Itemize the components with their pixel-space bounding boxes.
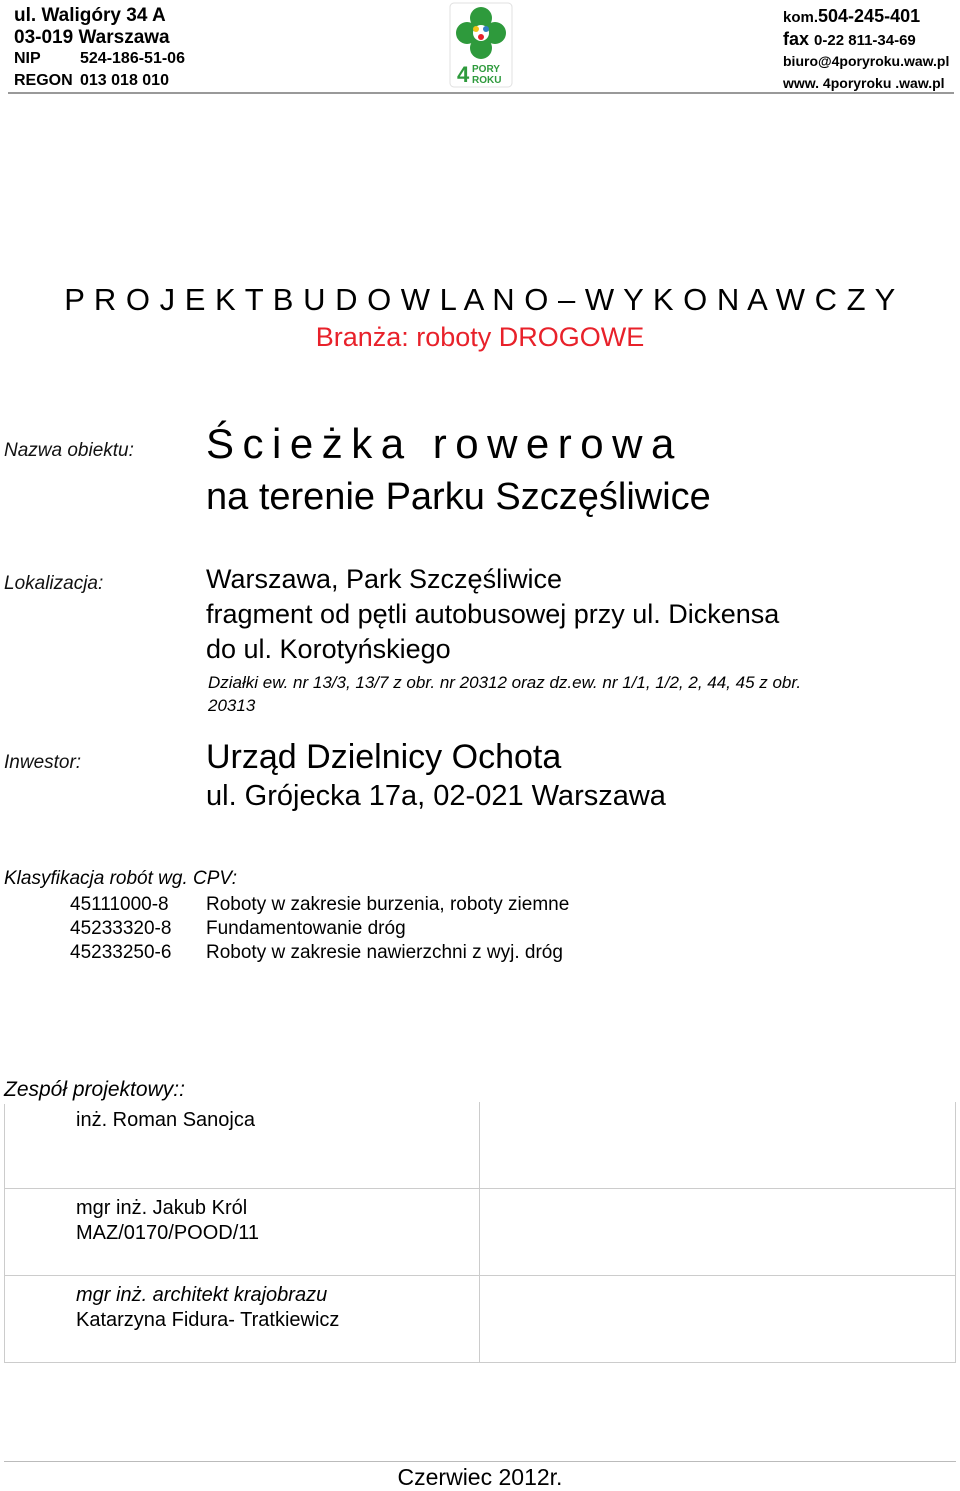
- team-table-left-border: [4, 1104, 5, 1362]
- document-date: Czerwiec 2012r.: [397, 1464, 563, 1490]
- company-city: 03-019 Warszawa: [14, 26, 170, 48]
- logo-number: 4: [457, 62, 470, 87]
- company-address-block: [14, 5, 185, 91]
- team-member-name: mgr inż. Jakub Król: [76, 1197, 248, 1219]
- location-line-2: fragment od pętli autobusowej przy ul. Dickensa: [206, 599, 780, 629]
- investor-label: Inwestor:: [4, 752, 82, 773]
- team-member: [76, 1283, 339, 1333]
- team-table-middle-border: [479, 1102, 480, 1362]
- location-line-3: do ul. Korotyńskiego: [206, 634, 451, 664]
- header-divider: [8, 92, 954, 94]
- team-heading: Zespół projektowy::: [4, 1078, 185, 1101]
- company-logo: [449, 2, 513, 88]
- object-name: Ścieżka rowerowa: [206, 420, 683, 467]
- team-table-row-divider: [4, 1275, 956, 1276]
- logo-text-roku: ROKU: [472, 75, 502, 86]
- company-nip: [14, 48, 185, 70]
- cpv-description: Roboty w zakresie nawierzchni z wyj. dróg: [206, 942, 563, 963]
- regon-label: REGON: [14, 71, 73, 89]
- investor-address: ul. Grójecka 17a, 02-021 Warszawa: [206, 780, 666, 812]
- team-table-right-border: [955, 1102, 956, 1362]
- logo-dot-yellow: [473, 26, 479, 32]
- cpv-code: 45233320-8: [70, 918, 172, 939]
- cpv-code: 45233250-6: [70, 942, 172, 963]
- company-regon: [14, 70, 185, 92]
- company-website[interactable]: www. 4poryroku .waw.pl: [783, 74, 945, 91]
- footer-divider: [4, 1461, 956, 1462]
- project-branch: Branża: roboty DROGOWE: [315, 322, 645, 352]
- nip-label: NIP: [14, 50, 41, 67]
- cpv-description: Roboty w zakresie burzenia, roboty ziemne: [206, 894, 570, 915]
- investor-name: Urząd Dzielnicy Ochota: [206, 738, 562, 776]
- object-name-sub: na terenie Parku Szczęśliwice: [206, 476, 711, 518]
- team-member-name: inż. Roman Sanojca: [76, 1109, 255, 1131]
- cpv-code: 45111000-8: [70, 894, 169, 915]
- cpv-description: Fundamentowanie dróg: [206, 918, 406, 939]
- company-contact-block: [783, 6, 949, 94]
- logo-dot-red: [478, 34, 484, 40]
- logo-dot-blue: [483, 26, 489, 32]
- fax-value: 0-22 811-34-69: [814, 31, 916, 49]
- team-member: [76, 1196, 259, 1246]
- team-table-bottom-border: [4, 1362, 956, 1363]
- company-mobile: [783, 6, 949, 29]
- cpv-heading: Klasyfikacja robót wg. CPV:: [4, 868, 238, 889]
- nip-value: 524-186-51-06: [80, 50, 185, 67]
- team-member-title: mgr inż. architekt krajobrazu: [76, 1284, 328, 1306]
- kom-value: 504-245-401: [818, 6, 921, 26]
- company-fax: [783, 29, 949, 52]
- company-street: ul. Waligóry 34 A: [14, 5, 166, 26]
- location-label: Lokalizacja:: [4, 573, 104, 594]
- location-plots-2: 20313: [208, 696, 256, 715]
- object-label: Nazwa obiektu:: [4, 440, 134, 461]
- team-member-license: MAZ/0170/POOD/11: [76, 1222, 260, 1244]
- logo-text-pory: PORY: [472, 64, 500, 75]
- regon-value: 013 018 010: [80, 71, 169, 89]
- team-member: [76, 1108, 255, 1133]
- location-plots-1: Działki ew. nr 13/3, 13/7 z obr. nr 20312 oraz dz.ew. nr 1/1, 1/2, 2, 44, 45 z obr.: [208, 673, 802, 692]
- team-member-name: Katarzyna Fidura- Tratkiewicz: [76, 1309, 340, 1331]
- company-email[interactable]: biuro@4poryroku.waw.pl: [783, 53, 950, 69]
- project-title: P R O J E K T B U D O W L A N O – W Y K O N A W C Z Y: [64, 282, 896, 317]
- fax-label: fax: [783, 28, 810, 49]
- kom-label: kom.: [783, 9, 819, 26]
- location-line-1: Warszawa, Park Szczęśliwice: [206, 564, 563, 594]
- team-table-row-divider: [4, 1188, 956, 1189]
